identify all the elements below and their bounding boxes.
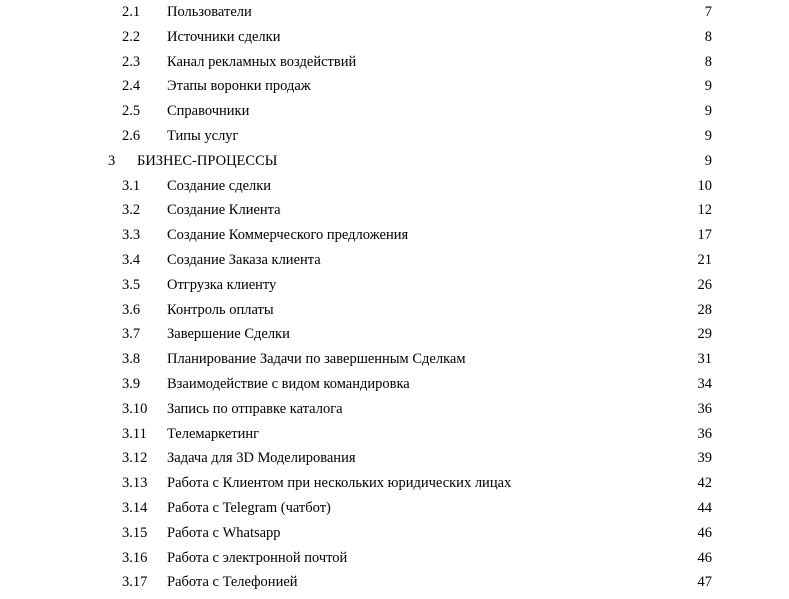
- toc-entry-page: 26: [697, 276, 712, 293]
- toc-entry-page: 9: [704, 78, 712, 95]
- toc-entry[interactable]: [0, 546, 789, 570]
- toc-entry-title: Канал рекламных воздействий: [167, 53, 357, 70]
- toc-entry-number: 2.6: [122, 128, 141, 144]
- toc-entry-title: Создание Коммерческого предложения: [167, 227, 409, 244]
- toc-entry-title: Отгрузка клиенту: [167, 276, 277, 293]
- toc-entry-number: 2.3: [122, 53, 141, 70]
- toc-entry[interactable]: [0, 99, 789, 123]
- toc-entry[interactable]: [0, 570, 789, 594]
- toc-entry-page: 34: [697, 376, 712, 392]
- toc-entry[interactable]: [0, 74, 789, 98]
- toc-entry[interactable]: [0, 298, 789, 322]
- toc-entry-title: Взаимодействие с видом командировка: [167, 376, 410, 392]
- toc-entry[interactable]: [0, 322, 789, 346]
- toc-entry-page: 21: [697, 252, 712, 268]
- toc-entry-page: 39: [697, 450, 712, 467]
- toc-entry-title: Контроль оплаты: [167, 301, 274, 318]
- toc-entry[interactable]: [0, 446, 789, 470]
- toc-section-heading[interactable]: [0, 149, 789, 173]
- toc-entry-number: 3.9: [122, 376, 141, 392]
- toc-entry[interactable]: [0, 248, 789, 272]
- toc-entry-page: 9: [704, 103, 712, 120]
- toc-entry-page: 44: [697, 500, 712, 516]
- toc-entry-page: 10: [697, 177, 712, 194]
- toc-entry-number: 3.14: [122, 500, 148, 516]
- toc-entry-title: Создание сделки: [167, 177, 272, 194]
- toc-entry-title: Справочники: [167, 103, 250, 120]
- toc-entry-title: Работа с Телефонией: [167, 574, 298, 591]
- toc-entry-title: БИЗНЕС-ПРОЦЕССЫ: [137, 152, 278, 169]
- toc-entry-number: 3.6: [122, 301, 141, 318]
- toc-entry-number: 3.1: [122, 177, 141, 194]
- toc-entry-title: Создание Заказа клиента: [167, 252, 321, 268]
- toc-entry-page: 12: [697, 202, 712, 219]
- toc-entry-number: 3.4: [122, 252, 141, 268]
- toc-entry-page: 46: [697, 549, 712, 566]
- toc-entry[interactable]: [0, 124, 789, 148]
- toc-entry-title: Завершение Сделки: [167, 326, 290, 343]
- toc-entry-title: Пользователи: [167, 4, 252, 20]
- toc-entry-title: Типы услуг: [167, 128, 239, 144]
- toc-entry[interactable]: [0, 273, 789, 297]
- toc-entry-number: 3.2: [122, 202, 141, 219]
- toc-entry-number: 3.8: [122, 351, 141, 368]
- toc-entry[interactable]: [0, 174, 789, 198]
- toc-entry[interactable]: [0, 198, 789, 222]
- toc-entry-number: 3.11: [122, 425, 147, 442]
- toc-entry-number: 2.4: [122, 78, 141, 95]
- toc-entry-number: 3: [108, 152, 116, 169]
- toc-entry-number: 2.2: [122, 28, 141, 45]
- toc-entry[interactable]: [0, 347, 789, 371]
- toc-entry[interactable]: [0, 521, 789, 545]
- toc-entry-title: Работа с Telegram (чатбот): [167, 500, 331, 516]
- toc-entry-page: 36: [697, 400, 712, 417]
- toc-entry-page: 8: [704, 53, 712, 70]
- toc-entry[interactable]: [0, 471, 789, 495]
- toc-entry-page: 36: [697, 425, 712, 442]
- toc-entry-title: Работа с электронной почтой: [167, 549, 348, 566]
- toc-entry-page: 42: [697, 475, 712, 492]
- toc-entry-page: 46: [697, 524, 712, 541]
- toc-entry[interactable]: [0, 50, 789, 74]
- toc-entry[interactable]: [0, 422, 789, 446]
- toc-entry-page: 9: [704, 152, 712, 169]
- toc-entry-title: Планирование Задачи по завершенным Сделкам: [167, 351, 466, 368]
- toc-entry-title: Этапы воронки продаж: [167, 78, 311, 95]
- toc-entry-number: 3.5: [122, 276, 141, 293]
- toc-entry[interactable]: [0, 496, 789, 520]
- toc-entry-page: 28: [697, 301, 712, 318]
- toc-entry-page: 31: [697, 351, 712, 368]
- toc-entry-page: 7: [704, 4, 712, 20]
- toc-entry-number: 3.15: [122, 524, 148, 541]
- toc-entry[interactable]: [0, 223, 789, 247]
- toc-entry-page: 8: [704, 28, 712, 45]
- toc-entry-page: 29: [697, 326, 712, 343]
- toc-entry-title: Работа с Whatsapp: [167, 524, 281, 541]
- toc-entry-title: Телемаркетинг: [167, 425, 260, 442]
- toc-entry-title: Работа с Клиентом при нескольких юридических лицах: [167, 475, 512, 492]
- toc-entry-page: 17: [697, 227, 712, 244]
- toc-entry-title: Запись по отправке каталога: [167, 400, 343, 417]
- toc-entry-page: 47: [697, 574, 712, 591]
- toc-entry[interactable]: [0, 372, 789, 396]
- toc-entry-title: Источники сделки: [167, 28, 281, 45]
- toc-entry[interactable]: [0, 25, 789, 49]
- toc-entry-number: 3.10: [122, 400, 148, 417]
- toc-entry[interactable]: [0, 397, 789, 421]
- toc-entry-number: 2.1: [122, 4, 141, 20]
- toc-entry-title: Создание Клиента: [167, 202, 281, 219]
- toc-entry-number: 3.12: [122, 450, 148, 467]
- toc-entry-number: 3.3: [122, 227, 141, 244]
- toc-entry-number: 3.16: [122, 549, 148, 566]
- toc-entry-number: 3.13: [122, 475, 148, 492]
- toc-entry-title: Задача для 3D Моделирования: [167, 450, 356, 467]
- toc-entry-number: 2.5: [122, 103, 141, 120]
- toc-entry-number: 3.7: [122, 326, 141, 343]
- toc-entry[interactable]: [0, 0, 789, 24]
- toc-entry-page: 9: [704, 128, 712, 144]
- toc-entry-number: 3.17: [122, 574, 148, 591]
